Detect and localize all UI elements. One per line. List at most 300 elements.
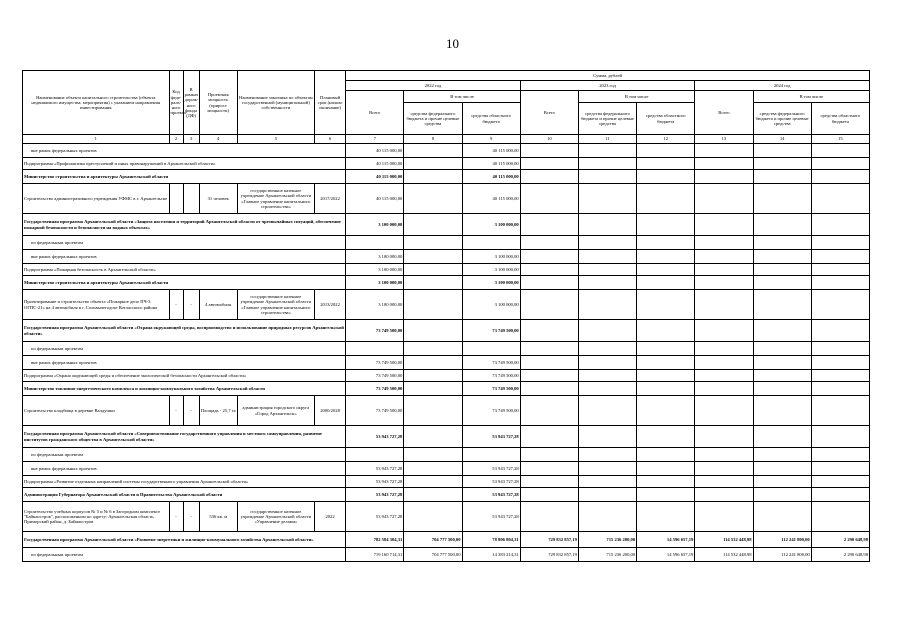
amount-cell: 14 596 657,19	[637, 548, 695, 562]
amount-cell	[520, 320, 578, 342]
amount-cell	[811, 488, 869, 502]
amount-cell	[811, 382, 869, 396]
amount-cell	[695, 264, 753, 276]
table-row	[23, 396, 870, 426]
object-name: Строительство учебных корпусов № 5 и № 6 в Загородном комплексе "Байнаостров", расположенном по адресу: Архангельская область, Приморский район, д. Байнаостров	[23, 502, 170, 532]
amount-cell	[637, 158, 695, 170]
amount-cell: 3 100 000,00	[462, 276, 520, 290]
amount-cell: 2 290 648,98	[811, 548, 869, 562]
amount-cell	[695, 382, 753, 396]
header-fed-2024: средства федерального бюджета и прочие целевые средства	[753, 103, 811, 135]
column-number: 8	[404, 135, 462, 144]
amount-cell	[811, 426, 869, 448]
amount-cell: 14 596 657,19	[637, 532, 695, 548]
amount-cell: 53 943 727,28	[346, 426, 404, 448]
header-incl-2024: В том числе	[753, 91, 869, 103]
amount-cell	[753, 488, 811, 502]
amount-cell: 73 749 500,00	[462, 396, 520, 426]
amount-cell: 3 100 000,00	[346, 264, 404, 276]
amount-cell	[637, 342, 695, 356]
amount-cell	[695, 170, 753, 184]
amount-cell	[695, 290, 753, 320]
amount-cell: 73 749 500,00	[346, 370, 404, 382]
amount-cell	[404, 320, 462, 342]
header-capacity: Проектная мощность (прирост мощности)	[199, 71, 237, 135]
amount-cell	[520, 264, 578, 276]
amount-cell	[404, 488, 462, 502]
amount-cell: 40 115 000,00	[462, 158, 520, 170]
amount-cell: 719 160 714,31	[346, 548, 404, 562]
row-label: Подпрограмма «Пожарная безопасность в Архангельской области»	[23, 264, 346, 276]
row-label: Государственная программа Архангельской области «Охрана окружающей среды, воспроизводство и использование природных ресурсов Архангельской области»	[23, 320, 346, 342]
amount-cell	[346, 342, 404, 356]
amount-cell	[404, 170, 462, 184]
amount-cell	[578, 320, 636, 342]
column-number: 9	[462, 135, 520, 144]
table-row	[23, 236, 870, 250]
amount-cell: 2 290 648,98	[811, 532, 869, 548]
amount-cell	[578, 214, 636, 236]
amount-cell: 53 943 727,28	[462, 502, 520, 532]
amount-cell: 40 115 000,00	[346, 144, 404, 158]
amount-cell: 3 100 000,00	[462, 214, 520, 236]
amount-cell	[637, 356, 695, 370]
amount-cell	[695, 356, 753, 370]
amount-cell	[637, 144, 695, 158]
amount-cell	[637, 502, 695, 532]
amount-cell: 112 241 800,00	[753, 548, 811, 562]
row-label: вне рамок федеральных проектов	[23, 144, 346, 158]
table-row	[23, 426, 870, 448]
row-label: Подпрограмма «Охрана окружающей среды и обеспечение экологической безопасности Архангельской области»	[23, 370, 346, 382]
amount-cell: 40 115 000,00	[462, 144, 520, 158]
row-label: по федеральным проектам	[23, 448, 346, 462]
amount-cell: 53 943 727,28	[346, 502, 404, 532]
column-number: 10	[520, 135, 578, 144]
amount-cell	[462, 236, 520, 250]
amount-cell	[578, 236, 636, 250]
amount-cell: 3 100 000,00	[346, 214, 404, 236]
header-total-2024: Всего	[695, 91, 753, 135]
header-reg-2022: средства областного бюджета	[462, 103, 520, 135]
amount-cell	[811, 448, 869, 462]
page-number: 10	[446, 36, 459, 51]
amount-cell: 114 532 448,98	[695, 532, 753, 548]
amount-cell	[578, 488, 636, 502]
amount-cell	[520, 382, 578, 396]
customer: администрация городского округа «Город Архангельск»	[237, 396, 314, 426]
amount-cell	[753, 426, 811, 448]
amount-cell	[404, 144, 462, 158]
amount-cell: 53 943 727,28	[462, 426, 520, 448]
amount-cell	[520, 462, 578, 476]
row-label: Министерство топливно-энергетического комплекса и жилищно-коммунального хозяйства Архангельской области	[23, 382, 346, 396]
amount-cell	[637, 214, 695, 236]
amount-cell	[404, 476, 462, 488]
column-number: 4	[199, 135, 237, 144]
row-label: Государственная программа Архангельской области «Защита населения и территорий Архангельской области от чрезвычайных ситуаций, обеспечение пожарной безопасности и безопасности на водных объектах»	[23, 214, 346, 236]
amount-cell	[404, 214, 462, 236]
customer: государственное казенное учреждение Архангельской области «Управление делами»	[237, 502, 314, 532]
amount-cell	[695, 276, 753, 290]
amount-cell	[695, 250, 753, 264]
amount-cell	[404, 236, 462, 250]
amount-cell	[637, 290, 695, 320]
row-label: по федеральным проектам	[23, 236, 346, 250]
amount-cell	[404, 250, 462, 264]
header-total-2023: Всего	[520, 91, 578, 135]
header-customer: Наименование заказчика по объектам государственной (муниципальной) собственности	[237, 71, 314, 135]
table-row	[23, 264, 870, 276]
amount-cell	[404, 276, 462, 290]
amount-cell	[578, 356, 636, 370]
amount-cell	[753, 250, 811, 264]
row-label: Министерство строительства и архитектуры Архангельской области	[23, 170, 346, 184]
amount-cell	[753, 342, 811, 356]
amount-cell	[404, 382, 462, 396]
amount-cell	[695, 144, 753, 158]
header-incl-2022: В том числе	[404, 91, 520, 103]
row-label: Подпрограмма «Профилактика преступлений и иных правонарушений в Архангельской области»	[23, 158, 346, 170]
capacity: 536 кв. м	[199, 502, 237, 532]
amount-cell	[695, 320, 753, 342]
amount-cell	[404, 356, 462, 370]
amount-cell	[811, 502, 869, 532]
amount-cell	[637, 320, 695, 342]
amount-cell: 40 115 000,00	[346, 158, 404, 170]
capacity: Площадь - 25,7 га	[199, 396, 237, 426]
amount-cell	[404, 184, 462, 214]
amount-cell	[520, 276, 578, 290]
amount-cell	[578, 448, 636, 462]
amount-cell	[520, 426, 578, 448]
amount-cell: 40 115 000,00	[462, 170, 520, 184]
amount-cell	[637, 170, 695, 184]
amount-cell: 704 777 500,00	[404, 548, 462, 562]
amount-cell: 73 749 500,00	[346, 396, 404, 426]
amount-cell	[578, 264, 636, 276]
column-number: 6	[315, 135, 346, 144]
federal-project-code	[169, 184, 183, 214]
amount-cell	[753, 290, 811, 320]
amount-cell	[637, 488, 695, 502]
amount-cell: 73 749 500,00	[462, 320, 520, 342]
table-row	[23, 214, 870, 236]
amount-cell: 3 100 000,00	[346, 290, 404, 320]
amount-cell	[404, 462, 462, 476]
amount-cell	[520, 370, 578, 382]
amount-cell	[811, 370, 869, 382]
amount-cell	[404, 290, 462, 320]
amount-cell	[637, 264, 695, 276]
row-label: Администрация Губернатора Архангельской области и Правительства Архангельской области	[23, 488, 346, 502]
amount-cell	[520, 356, 578, 370]
amount-cell	[811, 144, 869, 158]
amount-cell	[520, 170, 578, 184]
header-road-fund: В рамках дорож-ного фонда (ДФ)	[183, 71, 199, 135]
amount-cell: 73 749 500,00	[346, 382, 404, 396]
table-row	[23, 502, 870, 532]
amount-cell	[637, 276, 695, 290]
table-row	[23, 356, 870, 370]
amount-cell: 715 236 200,00	[578, 532, 636, 548]
amount-cell	[811, 158, 869, 170]
amount-cell	[520, 250, 578, 264]
amount-cell	[404, 502, 462, 532]
table-row	[23, 320, 870, 342]
amount-cell	[695, 184, 753, 214]
amount-cell	[346, 236, 404, 250]
amount-cell: 782 584 304,31	[346, 532, 404, 548]
amount-cell	[520, 476, 578, 488]
amount-cell	[753, 448, 811, 462]
header-year-2023: 2023 год	[520, 81, 695, 91]
amount-cell	[811, 214, 869, 236]
amount-cell	[578, 276, 636, 290]
investment-table	[22, 70, 870, 562]
amount-cell	[578, 170, 636, 184]
amount-cell	[695, 502, 753, 532]
amount-cell	[695, 158, 753, 170]
amount-cell	[753, 214, 811, 236]
column-number: 3	[183, 135, 199, 144]
amount-cell	[520, 236, 578, 250]
amount-cell	[811, 462, 869, 476]
amount-cell: 704 777 500,00	[404, 532, 462, 548]
period: 2013/2022	[315, 290, 346, 320]
amount-cell: 3 100 000,00	[346, 250, 404, 264]
amount-cell	[811, 320, 869, 342]
row-label: по федеральным проектам	[23, 548, 346, 562]
amount-cell	[637, 184, 695, 214]
column-number: 2	[169, 135, 183, 144]
amount-cell	[811, 342, 869, 356]
amount-cell	[753, 170, 811, 184]
table-row	[23, 184, 870, 214]
amount-cell	[695, 426, 753, 448]
header-federal-project-code: Код феде-раль-ного проекта	[169, 71, 183, 135]
amount-cell	[637, 396, 695, 426]
road-fund	[183, 184, 199, 214]
column-number: 12	[637, 135, 695, 144]
amount-cell	[404, 448, 462, 462]
column-number-row	[23, 135, 870, 144]
table-row	[23, 476, 870, 488]
row-label: вне рамок федеральных проектов	[23, 356, 346, 370]
amount-cell	[753, 356, 811, 370]
amount-cell	[753, 184, 811, 214]
amount-cell: 53 943 727,28	[346, 488, 404, 502]
amount-cell	[404, 264, 462, 276]
amount-cell	[637, 462, 695, 476]
amount-cell	[520, 448, 578, 462]
amount-cell	[695, 448, 753, 462]
amount-cell: 729 832 857,19	[520, 532, 578, 548]
amount-cell	[695, 476, 753, 488]
amount-cell	[520, 502, 578, 532]
capacity: 4 автомобиля	[199, 290, 237, 320]
capacity: 31 человек	[199, 184, 237, 214]
amount-cell	[404, 396, 462, 426]
customer: государственное казенное учреждение Архангельской области «Главное управление капитального строительства»	[237, 184, 314, 214]
amount-cell: 73 749 500,00	[462, 382, 520, 396]
amount-cell	[753, 502, 811, 532]
amount-cell	[637, 370, 695, 382]
header-sum: Сумма, рублей	[346, 71, 870, 81]
column-number: 13	[695, 135, 753, 144]
table-row	[23, 548, 870, 562]
column-number: 7	[346, 135, 404, 144]
amount-cell	[695, 214, 753, 236]
amount-cell: 73 749 500,00	[346, 320, 404, 342]
amount-cell	[404, 342, 462, 356]
period: 2000/2028	[315, 396, 346, 426]
amount-cell	[753, 476, 811, 488]
amount-cell: 78 806 804,31	[462, 532, 520, 548]
table-row	[23, 382, 870, 396]
amount-cell	[578, 426, 636, 448]
header-reg-2023: средства областного бюджета	[637, 103, 695, 135]
table-row	[23, 158, 870, 170]
amount-cell: 53 943 727,28	[462, 462, 520, 476]
table-row	[23, 342, 870, 356]
amount-cell	[578, 502, 636, 532]
header-object-name: Наименование объекта капитального строительства (объекта недвижимого имущества, мероприятия) с указанием направления инвестирования	[23, 71, 170, 135]
amount-cell: 3 100 000,00	[346, 276, 404, 290]
column-number: 14	[753, 135, 811, 144]
amount-cell: 53 943 727,28	[462, 476, 520, 488]
table-row	[23, 448, 870, 462]
amount-cell	[578, 476, 636, 488]
amount-cell	[578, 382, 636, 396]
amount-cell	[811, 170, 869, 184]
amount-cell: 3 100 000,00	[462, 250, 520, 264]
amount-cell: 73 749 500,00	[462, 356, 520, 370]
table-row	[23, 144, 870, 158]
amount-cell	[811, 276, 869, 290]
amount-cell: 715 236 200,00	[578, 548, 636, 562]
amount-cell	[753, 264, 811, 276]
amount-cell	[695, 488, 753, 502]
table-row	[23, 276, 870, 290]
amount-cell: 112 241 800,00	[753, 532, 811, 548]
header-year-2024: 2024 год	[695, 81, 870, 91]
amount-cell	[578, 144, 636, 158]
amount-cell	[637, 426, 695, 448]
amount-cell: 729 832 857,19	[520, 548, 578, 562]
amount-cell: 53 943 727,28	[346, 462, 404, 476]
road-fund: -	[183, 502, 199, 532]
amount-cell	[520, 488, 578, 502]
header-fed-2022: средства федерального бюджета и прочие целевые средства	[404, 103, 462, 135]
amount-cell	[404, 426, 462, 448]
amount-cell	[462, 342, 520, 356]
column-number: 5	[237, 135, 314, 144]
object-name: Проектирование и строительство объекта «Пожарное депо ПЧ-3 ОГПС-21» на 4 автомобиля в г. Сольвычегодске Котласского района	[23, 290, 170, 320]
amount-cell	[578, 342, 636, 356]
amount-cell	[811, 264, 869, 276]
amount-cell	[811, 184, 869, 214]
amount-cell	[637, 448, 695, 462]
amount-cell	[811, 236, 869, 250]
amount-cell	[637, 382, 695, 396]
amount-cell	[578, 396, 636, 426]
row-label: вне рамок федеральных проектов	[23, 462, 346, 476]
period: 2017/2022	[315, 184, 346, 214]
amount-cell	[520, 158, 578, 170]
header-reg-2024: средства областного бюджета	[811, 103, 869, 135]
column-number: 11	[578, 135, 636, 144]
amount-cell	[811, 476, 869, 488]
table-row	[23, 290, 870, 320]
amount-cell	[637, 236, 695, 250]
row-label: Подпрограмма «Развитие отдельных направлений системы государственного управления Архангельской области»	[23, 476, 346, 488]
amount-cell	[637, 250, 695, 264]
header-period: Плановый срок (начало окончание)	[315, 71, 346, 135]
table-row	[23, 370, 870, 382]
header-incl-2023: В том числе	[578, 91, 694, 103]
row-label: вне рамок федеральных проектов	[23, 250, 346, 264]
amount-cell	[753, 370, 811, 382]
amount-cell	[695, 236, 753, 250]
table-header	[23, 71, 870, 144]
row-label: по федеральным проектам	[23, 342, 346, 356]
amount-cell	[753, 462, 811, 476]
amount-cell	[520, 214, 578, 236]
object-name: Строительство кладбища в деревне Валдушки	[23, 396, 170, 426]
federal-project-code: -	[169, 502, 183, 532]
amount-cell: 73 749 500,00	[462, 370, 520, 382]
amount-cell	[578, 184, 636, 214]
amount-cell: 114 532 448,98	[695, 548, 753, 562]
amount-cell	[578, 250, 636, 264]
table-row	[23, 462, 870, 476]
table-row	[23, 250, 870, 264]
road-fund: -	[183, 290, 199, 320]
table-row	[23, 170, 870, 184]
row-label: Министерство строительства и архитектуры Архангельской области	[23, 276, 346, 290]
amount-cell	[753, 144, 811, 158]
column-number: 1	[23, 135, 170, 144]
column-number: 15	[811, 135, 869, 144]
amount-cell	[811, 250, 869, 264]
header-total-2022: Всего	[346, 91, 404, 135]
customer: государственное казенное учреждение Архангельской области «Главное управление капитального строительства»	[237, 290, 314, 320]
row-label: Государственная программа Архангельской области «Совершенствование государственного управления и местного самоуправления, развитие институтов гражданского общества в Архангельской области»	[23, 426, 346, 448]
amount-cell	[404, 370, 462, 382]
amount-cell: 40 115 000,00	[462, 184, 520, 214]
amount-cell	[520, 144, 578, 158]
amount-cell: 53 943 727,28	[462, 488, 520, 502]
table-row	[23, 488, 870, 502]
amount-cell: 53 943 727,28	[346, 476, 404, 488]
amount-cell	[753, 320, 811, 342]
table-row	[23, 532, 870, 548]
amount-cell	[811, 356, 869, 370]
amount-cell	[578, 290, 636, 320]
amount-cell	[520, 396, 578, 426]
amount-cell: 14 383 214,31	[462, 548, 520, 562]
amount-cell	[695, 396, 753, 426]
row-label: Государственная программа Архангельской области «Развитие энергетики и жилищно-коммунального хозяйства Архангельской области»	[23, 532, 346, 548]
amount-cell	[404, 158, 462, 170]
amount-cell	[753, 276, 811, 290]
table-body	[23, 144, 870, 562]
amount-cell: 3 100 000,00	[462, 264, 520, 276]
amount-cell	[520, 290, 578, 320]
amount-cell	[753, 236, 811, 250]
amount-cell: 73 749 500,00	[346, 356, 404, 370]
